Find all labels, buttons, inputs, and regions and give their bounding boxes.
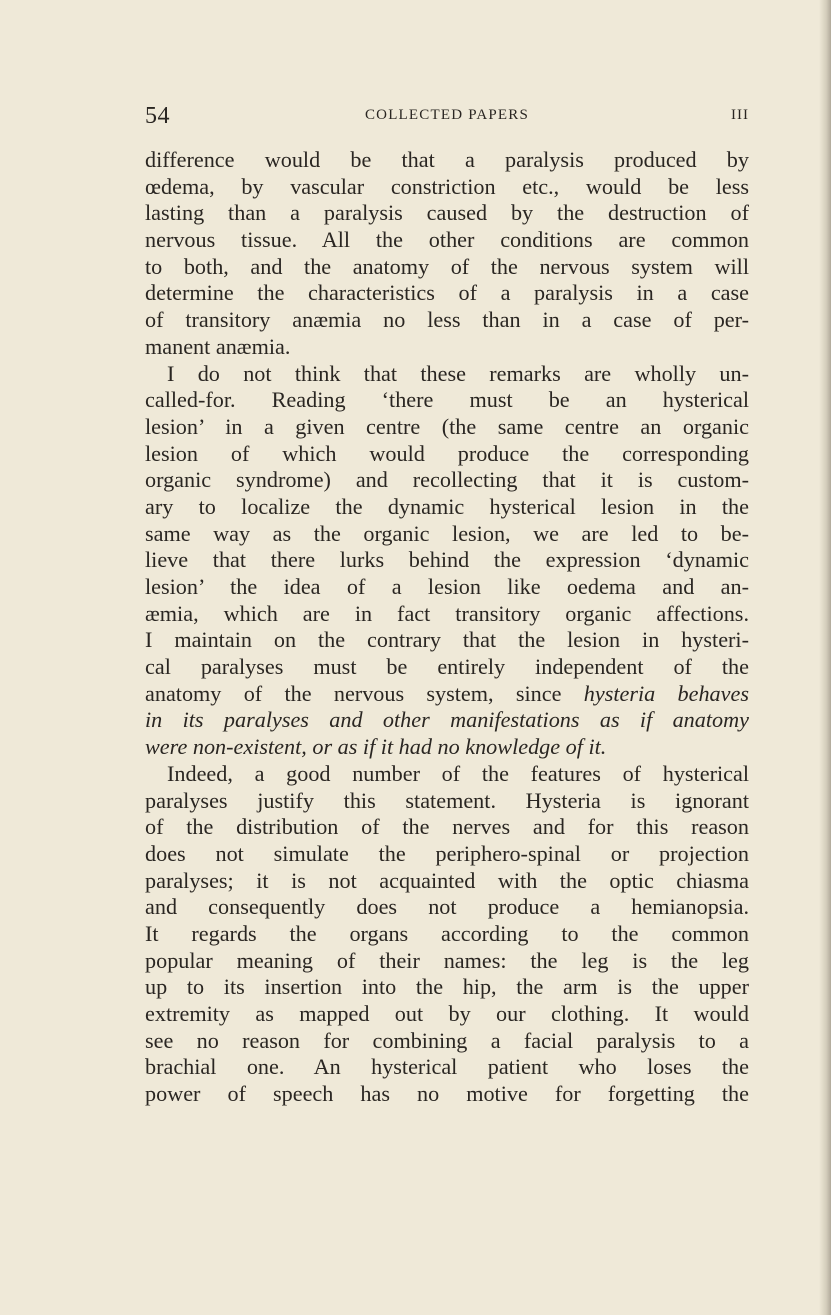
paragraph-first-line: I do not think that these remarks are wholly un- xyxy=(167,360,749,386)
text-line-mixed xyxy=(145,681,749,708)
text-line: does not simulate the periphero-spinal or projection xyxy=(145,840,749,866)
text-line: manent anæmia. xyxy=(145,333,291,359)
text-line: lesion’ the idea of a lesion like oedema and an- xyxy=(145,574,749,599)
text-line: brachial one. An hysterical patient who loses the xyxy=(145,1054,749,1080)
running-title: COLLECTED PAPERS xyxy=(364,107,530,123)
text-line: lesion of which would produce the corresponding xyxy=(145,440,749,466)
text-line: determine the characteristics of a paralysis in a case xyxy=(145,280,749,306)
text-line: same way as the organic lesion, we are led to be- xyxy=(145,520,749,546)
text-line: lesion’ in a given centre (the same centre an organic xyxy=(145,413,749,439)
text-line: cal paralyses must be entirely independent of the xyxy=(145,654,749,680)
text-line: paralyses; it is not acquainted with the optic chiasma xyxy=(145,867,749,893)
text-line: and consequently does not produce a hemianopsia. xyxy=(145,894,749,920)
paragraph-first-line: Indeed, a good number of the features of hysterical xyxy=(167,760,749,786)
body-text xyxy=(145,147,749,1108)
text-line: to both, and the anatomy of the nervous system will xyxy=(145,253,749,279)
chapter-numeral: III xyxy=(731,107,749,123)
text-line: see no reason for combining a facial paralysis to a xyxy=(145,1027,749,1053)
running-header xyxy=(145,103,749,135)
text-line: nervous tissue. All the other conditions are common xyxy=(145,227,749,253)
text-line: It regards the organs according to the common xyxy=(145,920,749,946)
text-line: paralyses justify this statement. Hysteria is ignorant xyxy=(145,787,749,813)
text-line: difference would be that a paralysis produced by xyxy=(145,147,749,172)
text-line: called-for. Reading ‘there must be an hysterical xyxy=(145,387,749,413)
text-line: of the distribution of the nerves and for this reason xyxy=(145,814,749,840)
text-line: up to its insertion into the hip, the arm is the upper xyxy=(145,974,749,1000)
italic-text-line: were non-existent, or as if it had no knowledge of it. xyxy=(145,734,607,760)
text-segment: anatomy of the nervous system, since xyxy=(145,680,584,706)
text-line: organic syndrome) and recollecting that it is custom- xyxy=(145,467,749,493)
text-line: popular meaning of their names: the leg is the leg xyxy=(145,947,749,973)
italic-segment: hysteria behaves xyxy=(583,680,749,706)
text-line: ary to localize the dynamic hysterical lesion in the xyxy=(145,493,749,519)
text-line: æmia, which are in fact transitory organic affections. xyxy=(145,600,749,626)
text-line: extremity as mapped out by our clothing. It would xyxy=(145,1001,749,1026)
text-line: lieve that there lurks behind the expression ‘dynamic xyxy=(145,547,749,573)
page-edge-shadow xyxy=(819,0,831,1315)
text-line: power of speech has no motive for forgetting the xyxy=(145,1081,749,1107)
italic-text-line: in its paralyses and other manifestations as if anatomy xyxy=(145,707,749,733)
text-line: lasting than a paralysis caused by the destruction of xyxy=(145,200,749,226)
page-number: 54 xyxy=(145,103,170,129)
text-line: œdema, by vascular constriction etc., would be less xyxy=(145,173,749,199)
text-line: I maintain on the contrary that the lesion in hysteri- xyxy=(145,627,749,653)
text-line: of transitory anæmia no less than in a case of per- xyxy=(145,307,749,333)
